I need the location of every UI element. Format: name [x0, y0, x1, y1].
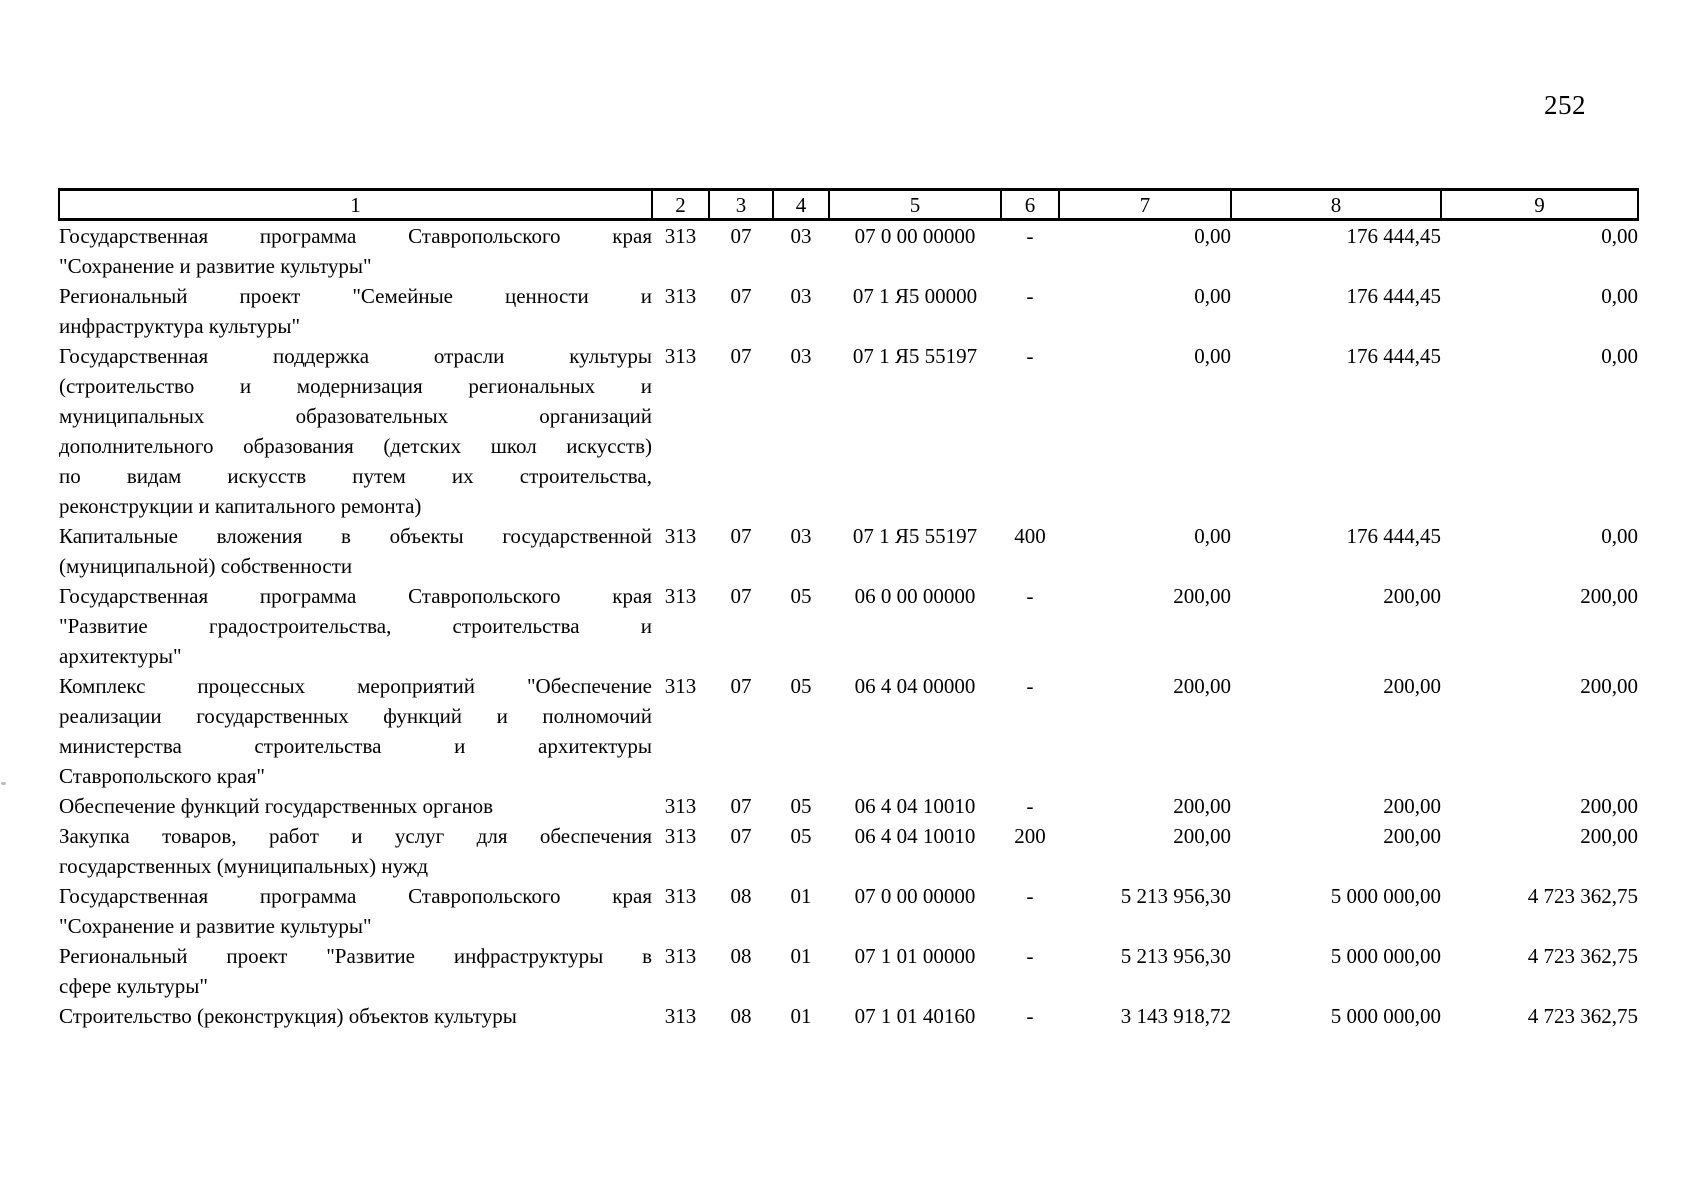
cell-col3: 07: [730, 524, 752, 548]
name-line: Государственная программа Ставропольского края: [59, 584, 652, 608]
name-line: Региональный проект "Семейные ценности и: [59, 284, 652, 308]
cell-col6: -: [1026, 944, 1034, 968]
cell-col5: 07 1 Я5 00000: [852, 284, 978, 308]
cell-col5: 07 0 00 00000: [854, 884, 976, 908]
cell-col6: -: [1026, 584, 1034, 608]
cell-col8: 200,00: [1383, 824, 1441, 848]
cell-col3: 07: [730, 794, 752, 818]
cell-col7: 0,00: [1194, 284, 1231, 308]
table-row: [59, 821, 1638, 881]
table-row: [59, 671, 1638, 791]
cell-col6: -: [1026, 284, 1034, 308]
cell-col9: 200,00: [1580, 674, 1638, 698]
name-line: "Сохранение и развитие культуры": [59, 254, 372, 278]
name-line: сфере культуры": [59, 974, 208, 998]
table-row: [59, 581, 1638, 671]
cell-col3: 07: [730, 284, 752, 308]
row-name-cell: [59, 791, 652, 821]
cell-col4: 01: [790, 884, 812, 908]
cell-col9: 0,00: [1601, 524, 1638, 548]
cell-col2: 313: [664, 674, 697, 698]
cell-col8: 176 444,45: [1346, 284, 1441, 308]
cell-col5: 07 1 Я5 55197: [852, 344, 978, 368]
cell-col4: 03: [790, 284, 812, 308]
name-line: дополнительного образования (детских школ искусств): [59, 434, 652, 458]
cell-col2: 313: [664, 884, 697, 908]
column-header-3: 3: [709, 190, 773, 220]
cell-col7: 200,00: [1173, 794, 1231, 818]
cell-col3: 07: [730, 824, 752, 848]
table-header-row: [59, 190, 1638, 220]
row-name-cell: [59, 1001, 652, 1031]
cell-col7: 0,00: [1194, 344, 1231, 368]
cell-col7: 3 143 918,72: [1120, 1004, 1231, 1028]
name-line: Региональный проект "Развитие инфраструктуры в: [59, 944, 652, 968]
cell-col6: -: [1026, 1004, 1034, 1028]
name-line: муниципальных образовательных организаций: [59, 404, 652, 428]
name-line: Государственная программа Ставропольского края: [59, 884, 652, 908]
cell-col6: -: [1026, 344, 1034, 368]
name-line: Государственная поддержка отрасли культуры: [59, 344, 652, 368]
cell-col5: 07 0 00 00000: [854, 224, 976, 248]
name-line: Капитальные вложения в объекты государственной: [59, 524, 652, 548]
scan-artifact-dot: [1, 782, 6, 785]
name-line: (строительство и модернизация региональных и: [59, 374, 652, 398]
column-header-9: 9: [1441, 190, 1638, 220]
cell-col8: 200,00: [1383, 794, 1441, 818]
cell-col7: 200,00: [1173, 824, 1231, 848]
table-row: [59, 220, 1638, 282]
row-name-cell: [59, 341, 652, 521]
cell-col3: 08: [730, 1004, 752, 1028]
row-name-cell: [59, 281, 652, 341]
cell-col2: 313: [664, 344, 697, 368]
name-line: Ставропольского края": [59, 764, 265, 788]
name-line: министерства строительства и архитектуры: [59, 734, 652, 758]
cell-col4: 03: [790, 344, 812, 368]
table-row: [59, 881, 1638, 941]
cell-col2: 313: [664, 284, 697, 308]
cell-col9: 200,00: [1580, 824, 1638, 848]
cell-col9: 0,00: [1601, 224, 1638, 248]
row-name-cell: [59, 521, 652, 581]
column-header-4: 4: [773, 190, 829, 220]
cell-col9: 200,00: [1580, 794, 1638, 818]
name-line: Обеспечение функций государственных органов: [59, 794, 494, 818]
cell-col5: 07 1 01 00000: [854, 944, 976, 968]
cell-col6: -: [1026, 674, 1034, 698]
cell-col8: 176 444,45: [1346, 224, 1441, 248]
column-header-6: 6: [1001, 190, 1059, 220]
cell-col7: 200,00: [1173, 674, 1231, 698]
table-row: [59, 281, 1638, 341]
column-header-5: 5: [829, 190, 1001, 220]
name-line: реализации государственных функций и полномочий: [59, 704, 652, 728]
budget-table: [58, 188, 1639, 1031]
cell-col7: 5 213 956,30: [1120, 944, 1231, 968]
row-name-cell: [59, 671, 652, 791]
cell-col3: 07: [730, 584, 752, 608]
name-line: "Развитие градостроительства, строительства и: [59, 614, 652, 638]
name-line: Комплекс процессных мероприятий "Обеспечение: [59, 674, 652, 698]
cell-col6: -: [1026, 794, 1034, 818]
name-line: Строительство (реконструкция) объектов культуры: [59, 1004, 517, 1028]
cell-col2: 313: [664, 224, 697, 248]
cell-col5: 06 4 04 00000: [854, 674, 976, 698]
cell-col3: 07: [730, 674, 752, 698]
name-line: архитектуры": [59, 644, 182, 668]
cell-col2: 313: [664, 524, 697, 548]
row-name-cell: [59, 581, 652, 671]
cell-col7: 200,00: [1173, 584, 1231, 608]
cell-col5: 07 1 01 40160: [854, 1004, 976, 1028]
table-row: [59, 1001, 1638, 1031]
cell-col6: 200: [1014, 824, 1046, 848]
name-line: (муниципальной) собственности: [59, 554, 353, 578]
cell-col6: -: [1026, 884, 1034, 908]
cell-col4: 01: [790, 1004, 812, 1028]
cell-col8: 5 000 000,00: [1330, 944, 1441, 968]
column-header-2: 2: [652, 190, 709, 220]
cell-col7: 0,00: [1194, 224, 1231, 248]
cell-col4: 05: [790, 674, 812, 698]
cell-col2: 313: [664, 1004, 697, 1028]
cell-col5: 06 0 00 00000: [854, 584, 976, 608]
name-line: Государственная программа Ставропольского края: [59, 224, 652, 248]
cell-col3: 07: [730, 224, 752, 248]
column-header-1: 1: [59, 190, 652, 220]
cell-col4: 05: [790, 824, 812, 848]
cell-col9: 4 723 362,75: [1527, 884, 1638, 908]
name-line: по видам искусств путем их строительства,: [59, 464, 652, 488]
cell-col4: 03: [790, 524, 812, 548]
cell-col6: 400: [1014, 524, 1046, 548]
cell-col3: 07: [730, 344, 752, 368]
cell-col6: -: [1026, 224, 1034, 248]
cell-col8: 5 000 000,00: [1330, 1004, 1441, 1028]
cell-col4: 05: [790, 794, 812, 818]
cell-col3: 08: [730, 944, 752, 968]
cell-col3: 08: [730, 884, 752, 908]
cell-col9: 4 723 362,75: [1527, 1004, 1638, 1028]
row-name-cell: [59, 941, 652, 1001]
table-row: [59, 791, 1638, 821]
cell-col4: 03: [790, 224, 812, 248]
table-row: [59, 341, 1638, 521]
name-line: Закупка товаров, работ и услуг для обеспечения: [59, 824, 652, 848]
row-name-cell: [59, 821, 652, 881]
cell-col7: 0,00: [1194, 524, 1231, 548]
column-header-7: 7: [1059, 190, 1231, 220]
cell-col9: 0,00: [1601, 344, 1638, 368]
cell-col5: 06 4 04 10010: [854, 824, 976, 848]
cell-col4: 05: [790, 584, 812, 608]
cell-col9: 200,00: [1580, 584, 1638, 608]
cell-col8: 200,00: [1383, 674, 1441, 698]
cell-col9: 4 723 362,75: [1527, 944, 1638, 968]
table-body: [59, 220, 1638, 1032]
cell-col8: 176 444,45: [1346, 524, 1441, 548]
cell-col8: 200,00: [1383, 584, 1441, 608]
cell-col8: 176 444,45: [1346, 344, 1441, 368]
cell-col9: 0,00: [1601, 284, 1638, 308]
name-line: "Сохранение и развитие культуры": [59, 914, 372, 938]
cell-col5: 06 4 04 10010: [854, 794, 976, 818]
cell-col4: 01: [790, 944, 812, 968]
cell-col8: 5 000 000,00: [1330, 884, 1441, 908]
cell-col2: 313: [664, 944, 697, 968]
name-line: инфраструктура культуры": [59, 314, 301, 338]
cell-col7: 5 213 956,30: [1120, 884, 1231, 908]
table-row: [59, 521, 1638, 581]
table-row: [59, 941, 1638, 1001]
cell-col2: 313: [664, 794, 697, 818]
cell-col5: 07 1 Я5 55197: [852, 524, 978, 548]
row-name-cell: [59, 220, 652, 282]
page-number: 252: [1544, 90, 1586, 120]
name-line: государственных (муниципальных) нужд: [59, 854, 429, 878]
row-name-cell: [59, 881, 652, 941]
cell-col2: 313: [664, 824, 697, 848]
name-line: реконструкции и капитального ремонта): [59, 494, 422, 518]
column-header-8: 8: [1231, 190, 1441, 220]
cell-col2: 313: [664, 584, 697, 608]
